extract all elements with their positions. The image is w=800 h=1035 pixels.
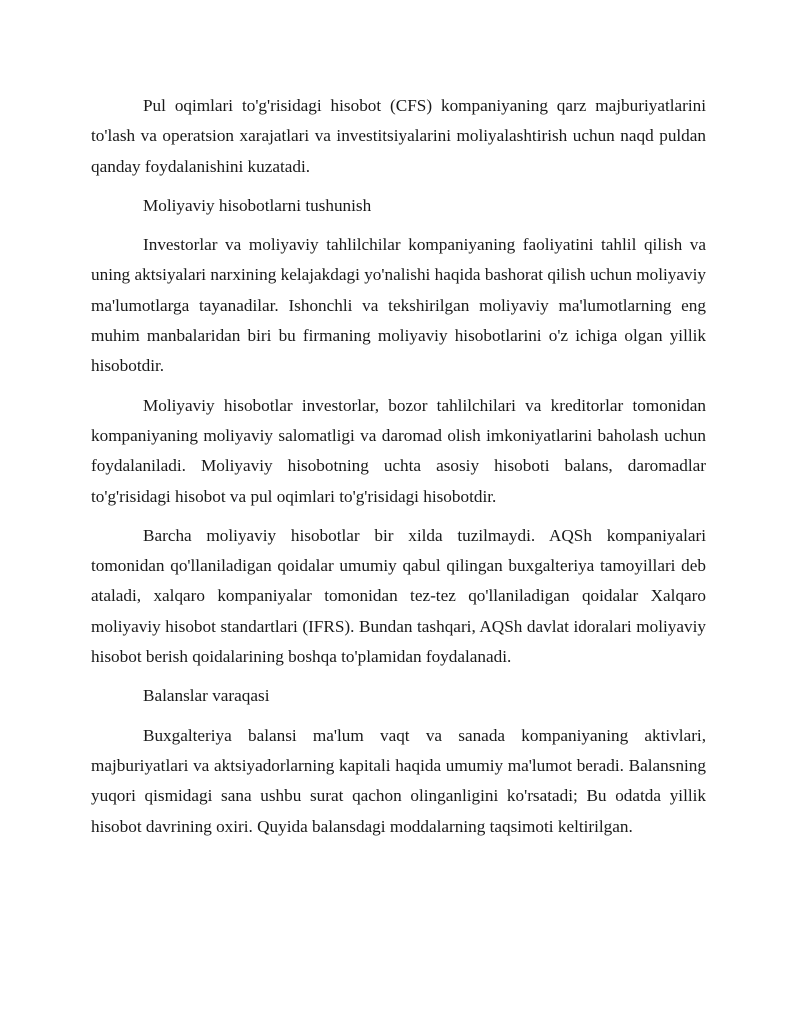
paragraph-cash-flow-statement: Pul oqimlari to'g'risidagi hisobot (CFS) kompaniyaning qarz majburiyatlarini to'lash va operatsion xarajatlari va investitsiyalarini moliyalashtirish uchun naqd puldan qanday foydalanishini kuzatadi. [91,96,706,176]
paragraph-investors-analysts: Investorlar va moliyaviy tahlilchilar kompaniyaning faoliyatini tahlil qilish va uning aktsiyalari narxining kelajakdagi yo'nalishi haqida bashorat qilish uchun moliyaviy ma'lumotlarga tayanadilar. Ishonchli va tekshirilgan moliyaviy ma'lumotlarning eng muhim manbalaridan biri bu firmaning moliyaviy hisobotlarini o'z ichiga olgan yillik hisobotdir. [91,235,706,376]
heading-understanding-financial-statements: Moliyaviy hisobotlarni tushunish [143,195,372,215]
document-page [91,91,706,851]
heading-balance-sheet: Balanslar varaqasi [143,686,270,706]
paragraph-accounting-standards: Barcha moliyaviy hisobotlar bir xilda tuzilmaydi. AQSh kompaniyalari tomonidan qo'llaniladigan qoidalar umumiy qabul qilingan buxgalteriya tamoyillari deb ataladi, xalqaro kompaniyalar tomonidan tez-tez qo'llaniladigan qoidalar Xalqaro moliyaviy hisobot standartlari (IFRS). Bundan tashqari, AQSh davlat idoralari moliyaviy hisobot berish qoidalarining boshqa to'plamidan foydalanadi. [91,525,706,667]
paragraph-financial-statements-usage: Moliyaviy hisobotlar investorlar, bozor tahlilchilari va kreditorlar tomonidan kompaniyaning moliyaviy salomatligi va daromad olish imkoniyatlarini baholash uchun foydalaniladi. Moliyaviy hisobotning uchta asosiy hisoboti balans, daromadlar to'g'risidagi hisobot va pul oqimlari to'g'risidagi hisobotdir. [91,395,706,506]
paragraph-balance-sheet-overview: Buxgalteriya balansi ma'lum vaqt va sanada kompaniyaning aktivlari, majburiyatlari va aktsiyadorlarning kapitali haqida umumiy ma'lumot beradi. Balansning yuqori qismidagi sana ushbu surat qachon olinganligini ko'rsatadi; Bu odatda yillik hisobot davrining oxiri. Quyida balansdagi moddalarning taqsimoti keltirilgan. [91,725,706,836]
